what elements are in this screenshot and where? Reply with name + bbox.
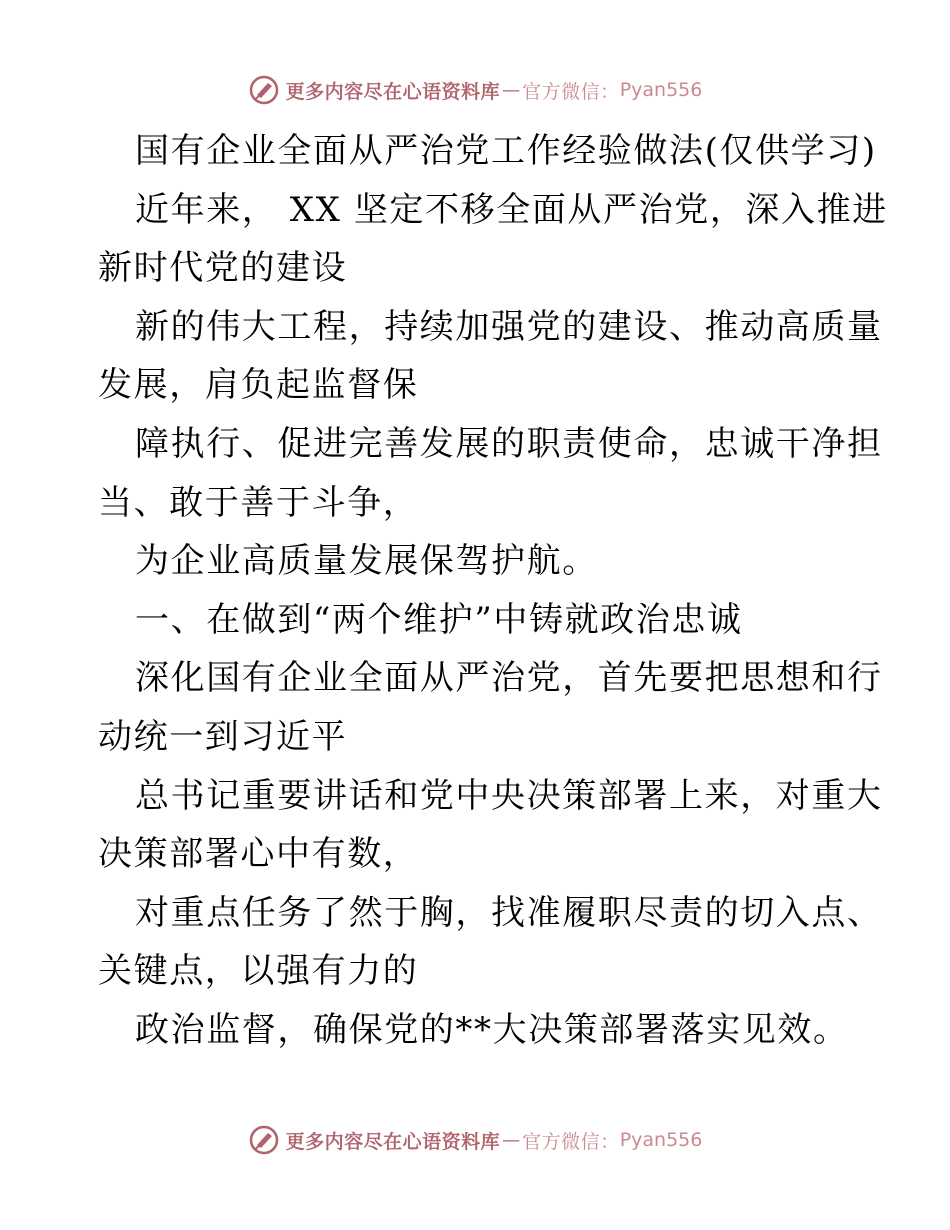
- document-title: 国有企业全面从严治党工作经验做法(仅供学习): [135, 131, 877, 171]
- paragraph-line: 总书记重要讲话和党中央决策部署上来，对重大: [135, 775, 883, 816]
- paragraph-line: 障执行、促进完善发展的职责使命，忠诚干净担: [135, 423, 883, 464]
- footer-watermark-banner: [0, 1120, 950, 1160]
- banner-wechat-id: Pyan556: [619, 1129, 703, 1151]
- paragraph-line: 决策部署心中有数，: [98, 834, 419, 875]
- paragraph-line: 关键点，以强有力的: [98, 951, 419, 992]
- paragraph-line: 当、敢于善于斗争，: [98, 482, 419, 523]
- paragraph-line: 动统一到习近平: [98, 716, 348, 757]
- banner-title: 更多内容尽在心语资料库: [285, 80, 501, 103]
- paragraph-line: 近年来， XX 坚定不移全面从严治党，深入推进: [135, 189, 888, 230]
- paragraph-line: 政治监督，确保党的**大决策部署落实见效。: [135, 1009, 849, 1050]
- paragraph-line: 对重点任务了然于胸，找准履职尽责的切入点、: [135, 892, 883, 933]
- paragraph-line: 新的伟大工程，持续加强党的建设、推动高质量: [135, 306, 883, 347]
- paragraph-line: 深化国有企业全面从严治党，首先要把思想和行: [135, 658, 883, 699]
- header-watermark-banner: [0, 70, 950, 110]
- logo-icon: [248, 74, 280, 106]
- logo-icon: [248, 1124, 280, 1156]
- section-heading: 一、在做到“两个维护”中铸就政治忠诚: [135, 599, 743, 640]
- banner-dash: —: [502, 79, 521, 101]
- banner-title: 更多内容尽在心语资料库: [285, 1130, 501, 1153]
- document-body: [98, 122, 888, 1060]
- banner-wechat-id: Pyan556: [619, 79, 703, 101]
- paragraph-line: 为企业高质量发展保驾护航。: [135, 541, 598, 582]
- paragraph-line: 发展，肩负起监督保: [98, 365, 419, 406]
- paragraph-line: 新时代党的建设: [98, 248, 348, 289]
- banner-wechat-label: 官方微信：: [522, 80, 620, 103]
- banner-dash: —: [502, 1129, 521, 1151]
- banner-wechat-label: 官方微信：: [522, 1130, 620, 1153]
